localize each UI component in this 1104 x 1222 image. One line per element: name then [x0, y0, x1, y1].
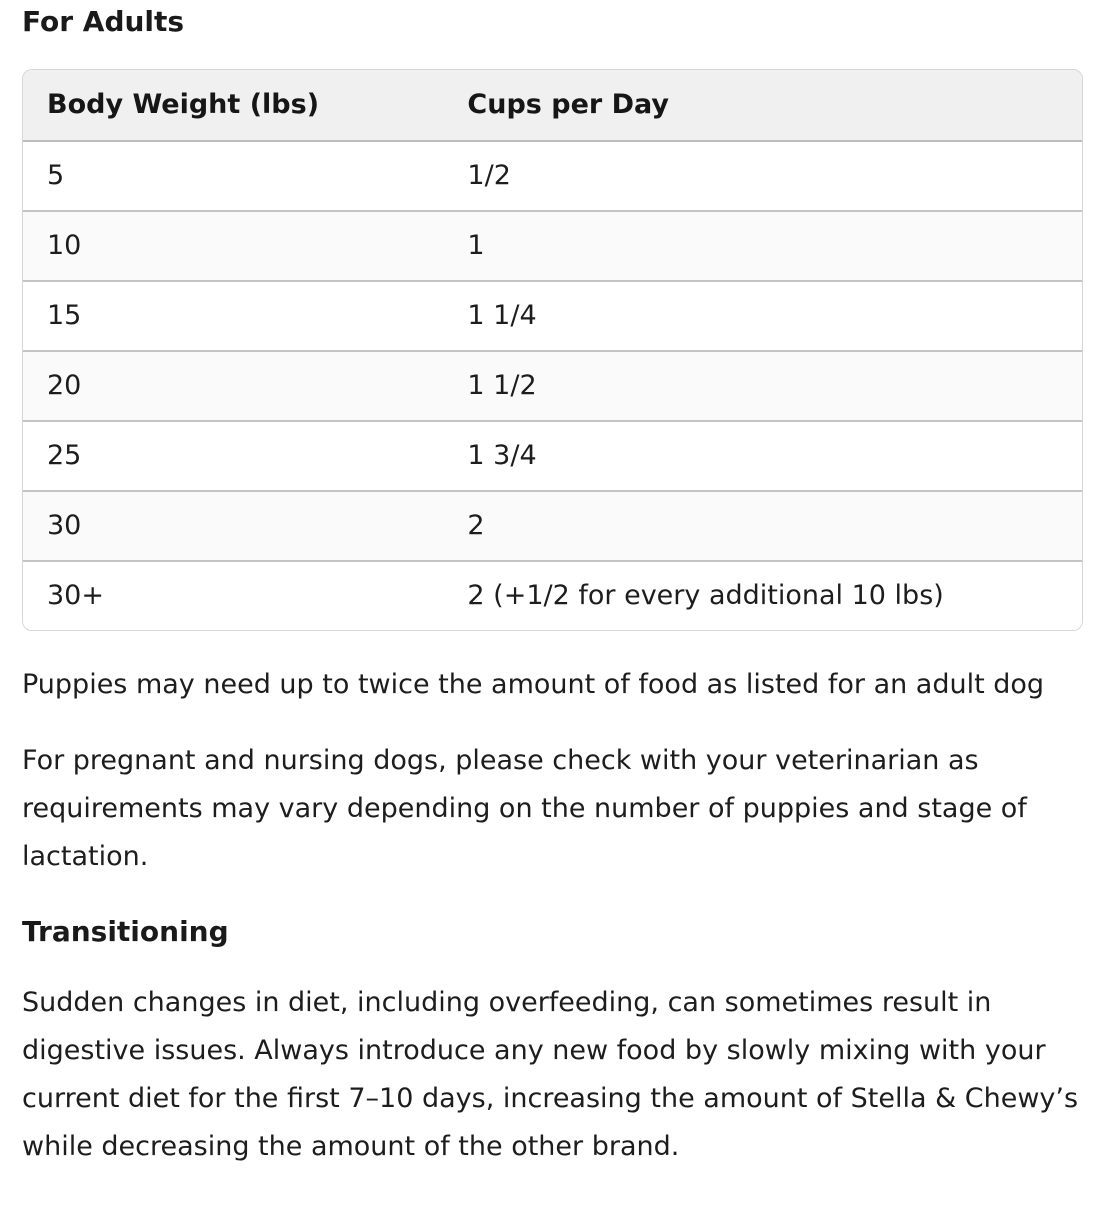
table-row [23, 490, 1082, 560]
table-row [23, 560, 1082, 630]
cups-per-day-cell: 1 3/4 [443, 420, 1082, 490]
section-title-transitioning: Transitioning [22, 915, 229, 948]
body-weight-cell: 30 [23, 490, 443, 560]
cups-per-day-cell: 1 1/2 [443, 350, 1082, 420]
table-row [23, 142, 1082, 210]
cups-per-day-cell: 1/2 [443, 142, 1082, 210]
cups-per-day-cell: 1 [443, 210, 1082, 280]
feeding-guide-section [22, 5, 1083, 1171]
table-row [23, 210, 1082, 280]
body-weight-cell: 20 [23, 350, 443, 420]
body-weight-cell: 30+ [23, 560, 443, 630]
puppies-note: Puppies may need up to twice the amount of food as listed for an adult dog [22, 669, 1045, 700]
body-weight-cell: 15 [23, 280, 443, 350]
body-weight-cell: 25 [23, 420, 443, 490]
transitioning-paragraph: Sudden changes in diet, including overfeeding, can sometimes result in digestive issues. Always introduce any new food by slowly mixing with your current diet for the first 7–10 days, increasing the amount of Stella & Chewy’s while decreasing the amount of the other brand. [22, 987, 1079, 1162]
column-header-body-weight: Body Weight (lbs) [23, 70, 443, 142]
cups-per-day-cell: 2 [443, 490, 1082, 560]
pregnant-nursing-note: For pregnant and nursing dogs, please check with your veterinarian as requirements may vary depending on the number of puppies and stage of lactation. [22, 745, 1027, 872]
feeding-table-body [23, 142, 1082, 630]
column-header-cups-per-day: Cups per Day [443, 70, 1082, 142]
cups-per-day-cell: 2 (+1/2 for every additional 10 lbs) [443, 560, 1082, 630]
feeding-table-header [23, 70, 1082, 142]
section-title-for-adults: For Adults [22, 5, 185, 38]
body-weight-cell: 10 [23, 210, 443, 280]
cups-per-day-cell: 1 1/4 [443, 280, 1082, 350]
feeding-table [22, 69, 1083, 631]
header-row [23, 70, 1082, 142]
table-row [23, 420, 1082, 490]
table-row [23, 280, 1082, 350]
body-weight-cell: 5 [23, 142, 443, 210]
table-row [23, 350, 1082, 420]
